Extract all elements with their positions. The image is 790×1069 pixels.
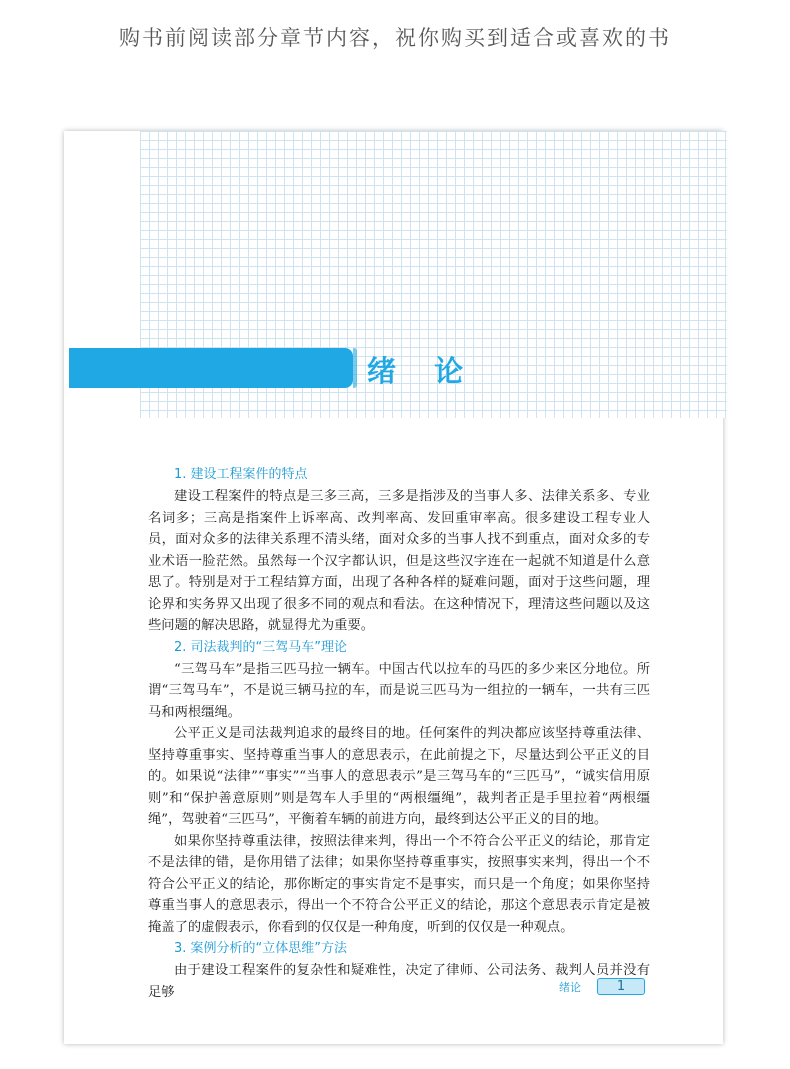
paragraph: “三驾马车”是指三匹马拉一辆车。中国古代以拉车的马匹的多少来区分地位。所谓“三驾马车”，不是说三辆马拉的车，而是说三匹马为一组拉的一辆车，一共有三匹马和两根缰绳。 <box>148 661 650 720</box>
page-number-badge: 1 <box>597 978 645 995</box>
chapter-title-bar <box>69 348 353 388</box>
chapter-title: 绪 论 <box>367 354 478 388</box>
section-heading-2: 2. 司法裁判的“三驾马车”理论 <box>174 639 348 655</box>
footer-chapter-label: 绪论 <box>559 981 581 994</box>
paragraph: 建设工程案件的特点是三多三高，三多是指涉及的当事人多、法律关系多、专业名词多；三高是指案件上诉率高、改判率高、发回重审率高。很多建设工程专业人员，面对众多的法律关系理不清头绪，面对众多的当事人找不到重点，面对众多的专业术语一脸茫然。虽然每一个汉字都认识，但是这些汉字连在一起就不知道是什么意思了。特别是对于工程结算方面，出现了各种各样的疑难问题，面对于这些问题，理论界和实务界又出现了很多不同的观点和看法。在这种情况下，理清这些问题以及这些问题的解决思路，就显得尤为重要。 <box>148 489 650 633</box>
book-page <box>64 131 723 1044</box>
section-heading-3: 3. 案例分析的“立体思维”方法 <box>174 941 348 956</box>
paragraph: 公平正义是司法裁判追求的最终目的地。任何案件的判决都应该坚持尊重法律、坚持尊重事实、坚持尊重当事人的意思表示，在此前提之下，尽量达到公平正义的目的。如果说“法律”“事实”“当事人的意思表示”是三驾马车的“三匹马”，“诚实信用原则”和“保护善意原则”则是驾车人手里的“两根缰绳”，裁判者正是手里拉着“两根缰绳”，驾驶着“三匹马”，平衡着车辆的前进方向，最终到达公平正义的目的地。 <box>148 726 650 827</box>
page-content <box>148 464 650 1003</box>
chapter-title-bar-edge <box>353 348 357 388</box>
page-banner: 购书前阅读部分章节内容，祝你购买到适合或喜欢的书 <box>119 26 671 50</box>
paragraph: 如果你坚持尊重法律，按照法律来判，得出一个不符合公平正义的结论，那肯定不是法律的错，是你用错了法律；如果你坚持尊重事实，按照事实来判，得出一个不符合公平正义的结论，那你断定的事实肯定不是事实，而只是一个角度；如果你坚持尊重当事人的意思表示，得出一个不符合公平正义的结论，那这个意思表示肯定是被掩盖了的虚假表示，你看到的仅仅是一种角度，听到的仅仅是一种观点。 <box>148 833 650 935</box>
paragraph: 由于建设工程案件的复杂性和疑难性，决定了律师、公司法务、裁判人员并没有足够 <box>148 963 650 1000</box>
section-heading-1: 1. 建设工程案件的特点 <box>174 467 308 482</box>
